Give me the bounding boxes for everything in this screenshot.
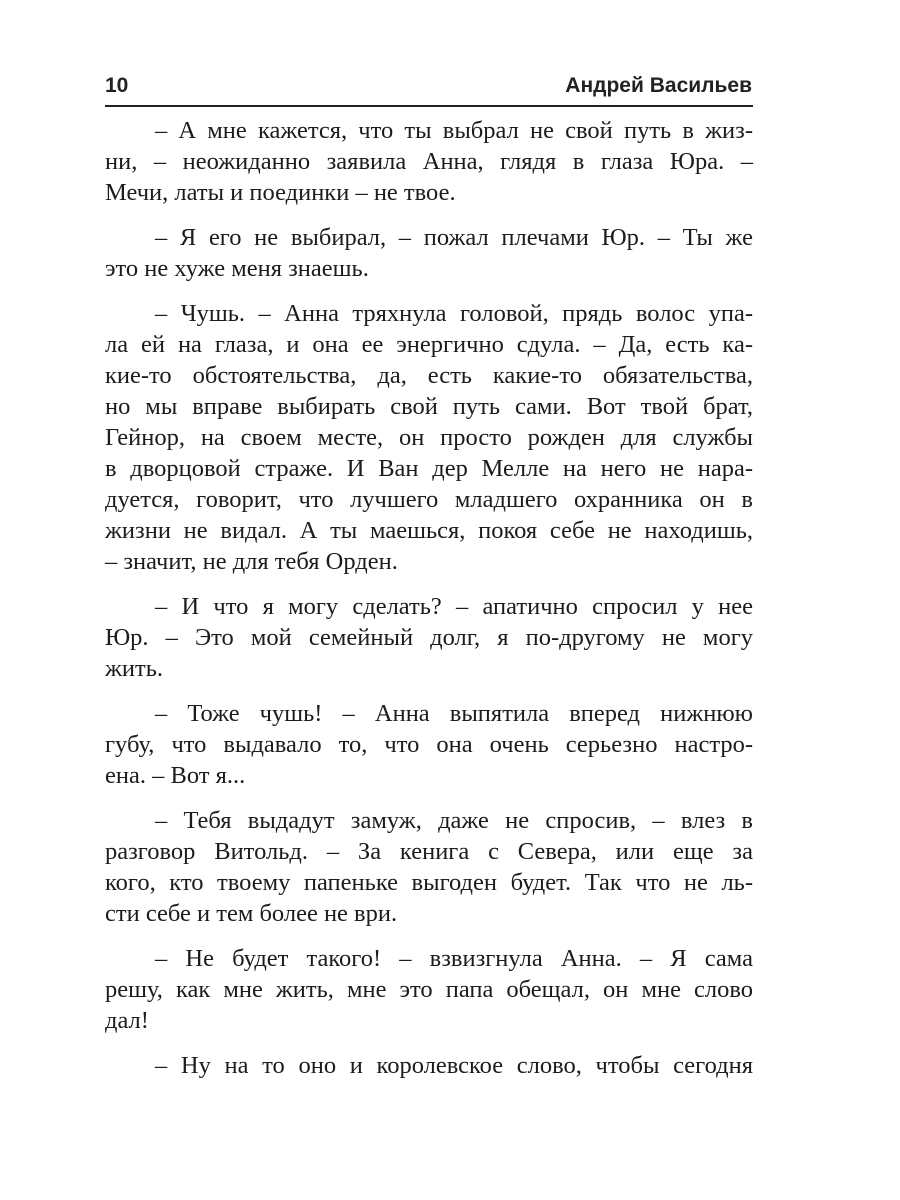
text-line: – Я его не выбирал, – пожал плечами Юр. – Ты же [155, 224, 753, 251]
text-line: сти себе и тем более не ври. [105, 900, 398, 927]
text-line: это не хуже меня знаешь. [105, 255, 369, 282]
paragraph [105, 222, 753, 284]
text-line: кого, кто твоему папеньке выгоден будет. Так что не ль- [105, 869, 753, 896]
text-line: но мы вправе выбирать свой путь сами. Вот твой брат, [105, 393, 753, 420]
text-line: разговор Витольд. – За кенига с Севера, или еще за [105, 838, 753, 865]
text-line: губу, что выдавало то, что она очень серьезно настро- [105, 731, 753, 758]
text-line: дал! [105, 1007, 149, 1034]
paragraph [105, 698, 753, 791]
text-line: – Тебя выдадут замуж, даже не спросив, – влез в [155, 807, 753, 834]
text-line: жизни не видал. А ты маешься, покоя себе не находишь, [105, 517, 753, 544]
text-line: – И что я могу сделать? – апатично спросил у нее [155, 593, 753, 620]
text-line: – значит, не для тебя Орден. [105, 548, 398, 575]
paragraph [105, 591, 753, 684]
text-line: Мечи, латы и поединки – не твое. [105, 179, 456, 206]
paragraph [105, 805, 753, 929]
text-line: жить. [105, 655, 164, 682]
body-text [105, 115, 753, 1095]
text-line: – Не будет такого! – взвизгнула Анна. – Я сама [155, 945, 753, 972]
text-line: – А мне кажется, что ты выбрал не свой путь в жиз- [155, 117, 753, 144]
text-line: ла ей на глаза, и она ее энергично сдула. – Да, есть ка- [105, 331, 753, 358]
text-line: ена. – Вот я... [105, 762, 246, 789]
paragraph [105, 115, 753, 208]
running-head-author: Андрей Васильев [565, 74, 752, 97]
text-line: решу, как мне жить, мне это папа обещал, он мне слово [105, 976, 753, 1003]
text-line: – Тоже чушь! – Анна выпятила вперед нижнюю [155, 700, 753, 727]
page-header [105, 70, 752, 106]
text-line: ни, – неожиданно заявила Анна, глядя в глаза Юра. – [105, 148, 753, 175]
paragraph [105, 943, 753, 1036]
text-line: кие-то обстоятельства, да, есть какие-то обязательства, [105, 362, 753, 389]
paragraph [105, 298, 753, 577]
paragraph [105, 1050, 753, 1081]
text-line: дуется, говорит, что лучшего младшего охранника он в [105, 486, 753, 513]
text-line: – Чушь. – Анна тряхнула головой, прядь волос упа- [155, 300, 753, 327]
page-number: 10 [105, 74, 129, 97]
text-line: в дворцовой страже. И Ван дер Мелле на него не нара- [105, 455, 753, 482]
text-line: – Ну на то оно и королевское слово, чтобы сегодня [155, 1052, 753, 1079]
header-rule [105, 105, 753, 107]
text-line: Юр. – Это мой семейный долг, я по-другому не могу [105, 624, 753, 651]
text-line: Гейнор, на своем месте, он просто рожден для службы [105, 424, 753, 451]
